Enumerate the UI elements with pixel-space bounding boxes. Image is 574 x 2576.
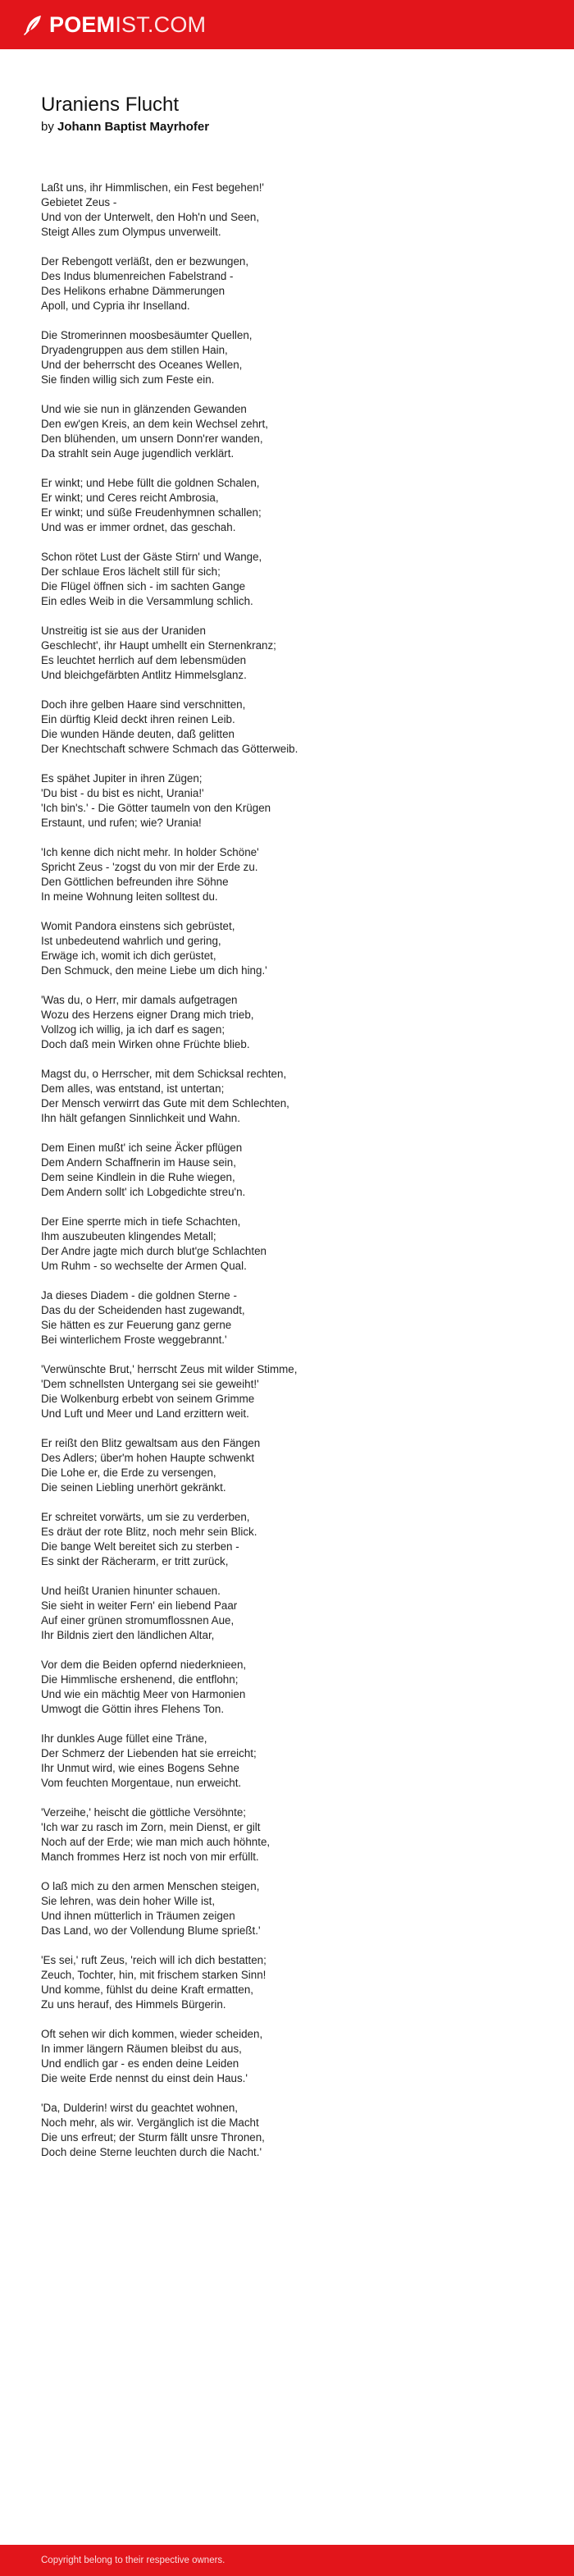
poem-stanza [41, 624, 549, 683]
poem-line: Und endlich gar - es enden deine Leiden [41, 2057, 239, 2070]
by-label: by [41, 120, 54, 134]
poem-line: Erwäge ich, womit ich dich gerüstet, [41, 949, 216, 962]
poem-line: Spricht Zeus - 'zogst du von mir der Erde zu. [41, 861, 258, 873]
poem-line: Dem seine Kindlein in die Ruhe wiegen, [41, 1171, 235, 1183]
copyright-text: Copyright belong to their respective owners. [41, 2555, 226, 2565]
poem-line: Und von der Unterwelt, den Hoh'n und Seen, [41, 211, 260, 223]
poem-line: 'Ich war zu rasch im Zorn, mein Dienst, er gilt [41, 1821, 261, 1833]
poem-line: Ein dürftig Kleid deckt ihren reinen Leib. [41, 713, 235, 725]
poem-line: Um Ruhm - so wechselte der Armen Qual. [41, 1260, 247, 1272]
poem-line: 'Was du, o Herr, mir damals aufgetragen [41, 994, 238, 1006]
poem-line: Der schlaue Eros lächelt still für sich; [41, 565, 221, 578]
poem-stanza [41, 402, 549, 461]
poem-line: Umwogt die Göttin ihres Flehens Ton. [41, 1703, 225, 1715]
title-block [41, 93, 209, 135]
poem-line: Die Himmlische ershenend, die entflohn; [41, 1673, 239, 1686]
poem-stanza [41, 919, 549, 978]
poem-stanza [41, 254, 549, 313]
poem-line: Den Schmuck, den meine Liebe um dich hing.' [41, 964, 267, 977]
poem-line: Das Land, wo der Vollendung Blume sprießt.' [41, 1924, 261, 1937]
site-footer [0, 2545, 574, 2576]
poem-line: Die Stromerinnen moosbesäumter Quellen, [41, 329, 253, 341]
poem-line: Und der beherrscht des Oceanes Wellen, [41, 359, 243, 371]
poem-line: 'Da, Dulderin! wirst du geachtet wohnen, [41, 2102, 238, 2114]
poem-line: Sie lehren, was dein hoher Wille ist, [41, 1895, 216, 1907]
poem-line: Magst du, o Herrscher, mit dem Schicksal rechten, [41, 1068, 287, 1080]
poem-stanza [41, 1288, 549, 1347]
poem-line: Schon rötet Lust der Gäste Stirn' und Wange, [41, 551, 262, 563]
poem-stanza [41, 1141, 549, 1200]
poem-line: Ihr dunkles Auge füllet eine Träne, [41, 1732, 207, 1745]
poem-line: Doch daß mein Wirken ohne Früchte blieb. [41, 1038, 250, 1050]
poem-line: Vor dem die Beiden opfernd niederknieen, [41, 1659, 247, 1671]
poem-line: Den ew'gen Kreis, an dem kein Wechsel zehrt, [41, 418, 268, 430]
poem-stanza [41, 1362, 549, 1421]
poem-line: Unstreitig ist sie aus der Uraniden [41, 625, 206, 637]
poem-line: Den blühenden, um unsern Donn'rer wanden, [41, 432, 263, 445]
byline [41, 119, 209, 135]
poem-line: Dryadengruppen aus dem stillen Hain, [41, 344, 228, 356]
poem-line: Zu uns herauf, des Himmels Bürgerin. [41, 1998, 226, 2011]
poem-line: Sie finden willig sich zum Feste ein. [41, 373, 215, 386]
poem-line: Ihm auszubeuten klingendes Metall; [41, 1230, 216, 1242]
poem-line: Die seinen Liebling unerhört gekränkt. [41, 1481, 226, 1494]
poem-line: Der Rebengott verläßt, den er bezwungen, [41, 255, 249, 268]
poem-line: Noch mehr, als wir. Vergänglich ist die Macht [41, 2116, 259, 2129]
poem-line: Sie hätten es zur Feuerung ganz gerne [41, 1319, 232, 1331]
poem-line: Womit Pandora einstens sich gebrüstet, [41, 920, 235, 932]
poem-line: Noch auf der Erde; wie man mich auch höhnte, [41, 1836, 271, 1848]
poem-line: Er winkt; und süße Freudenhymnen schallen; [41, 506, 262, 519]
poem-stanza [41, 1805, 549, 1865]
poem-line: Geschlecht', ihr Haupt umhellt ein Sternenkranz; [41, 639, 276, 652]
poem-line: Den Göttlichen befreunden ihre Söhne [41, 876, 229, 888]
poem-line: Auf einer grünen stromumflossnen Aue, [41, 1614, 235, 1627]
poem-stanza [41, 1732, 549, 1791]
poem-stanza [41, 1436, 549, 1495]
poem-stanza [41, 1584, 549, 1643]
poem-line: Zeuch, Tochter, hin, mit frischem starken Sinn! [41, 1969, 266, 1981]
poem-line: Doch deine Sterne leuchten durch die Nacht.' [41, 2146, 262, 2158]
poem-line: Dem Einen mußt' ich seine Äcker pflügen [41, 1142, 243, 1154]
poem-line: Und bleichgefärbten Antlitz Himmelsglanz. [41, 669, 247, 681]
poem-line: Ist unbedeutend wahrlich und gering, [41, 935, 221, 947]
poem-line: Es sinkt der Rächerarm, er tritt zurück, [41, 1555, 229, 1567]
poem-line: Und ihnen mütterlich in Träumen zeigen [41, 1910, 235, 1922]
poem-stanza [41, 771, 549, 830]
poem-line: In immer längern Räumen bleibst du aus, [41, 2043, 242, 2055]
poem-line: Steigt Alles zum Olympus unverweilt. [41, 226, 221, 238]
poem-line: Laßt uns, ihr Himmlischen, ein Fest begehen!' [41, 181, 264, 194]
poem-line: Und heißt Uranien hinunter schauen. [41, 1585, 221, 1597]
poem-line: Die bange Welt bereitet sich zu sterben - [41, 1540, 239, 1553]
poem-line: 'Dem schnellsten Untergang sei sie geweiht!' [41, 1378, 259, 1390]
poem-line: Der Mensch verwirrt das Gute mit dem Schlechten, [41, 1097, 289, 1110]
poem-line: Apoll, und Cypria ihr Inselland. [41, 300, 190, 312]
poem-line: 'Verwünschte Brut,' herrscht Zeus mit wilder Stimme, [41, 1363, 298, 1375]
poem-body [41, 181, 549, 2175]
poem-line: Erstaunt, und rufen; wie? Urania! [41, 817, 202, 829]
poem-line: In meine Wohnung leiten solltest du. [41, 890, 218, 903]
poem-stanza [41, 1879, 549, 1938]
poem-line: Der Andre jagte mich durch blut'ge Schlachten [41, 1245, 266, 1257]
poem-line: Er winkt; und Hebe füllt die goldnen Schalen, [41, 477, 260, 489]
poem-line: Der Knechtschaft schwere Schmach das Götterweib. [41, 743, 298, 755]
poem-stanza [41, 476, 549, 535]
poem-line: 'Ich bin's.' - Die Götter taumeln von den Krügen [41, 802, 271, 814]
poem-line: Und komme, fühlst du deine Kraft ermatten, [41, 1983, 254, 1996]
logo-text [49, 11, 206, 38]
poem-line: Der Schmerz der Liebenden hat sie erreicht; [41, 1747, 257, 1759]
poem-line: Und was er immer ordnet, das geschah. [41, 521, 236, 533]
poem-stanza [41, 1510, 549, 1569]
poem-line: Die Flügel öffnen sich - im sachten Gange [41, 580, 246, 593]
poem-line: Des Adlers; über'm hohen Haupte schwenkt [41, 1452, 255, 1464]
poem-stanza [41, 328, 549, 387]
poem-line: Gebietet Zeus - [41, 196, 117, 208]
poem-stanza [41, 993, 549, 1052]
poem-line: Er reißt den Blitz gewaltsam aus den Fängen [41, 1437, 261, 1449]
poem-line: Wozu des Herzens eigner Drang mich trieb, [41, 1009, 254, 1021]
poem-line: Ihr Unmut wird, wie eines Bogens Sehne [41, 1762, 239, 1774]
poem-stanza [41, 550, 549, 609]
poem-line: Die wunden Hände deuten, daß gelitten [41, 728, 235, 740]
poem-stanza [41, 1067, 549, 1126]
poem-line: Und wie ein mächtig Meer von Harmonien [41, 1688, 246, 1700]
poem-line: Und Luft und Meer und Land erzittern weit. [41, 1407, 249, 1420]
poem-line: Es dräut der rote Blitz, noch mehr sein Blick. [41, 1526, 257, 1538]
poem-line: Des Indus blumenreichen Fabelstrand - [41, 270, 234, 282]
poem-line: Die Lohe er, die Erde zu versengen, [41, 1466, 216, 1479]
site-logo[interactable] [21, 11, 206, 38]
site-header [0, 0, 574, 49]
poem-stanza [41, 2101, 549, 2160]
poem-stanza [41, 181, 549, 240]
poem-title: Uraniens Flucht [41, 94, 180, 116]
poem-stanza [41, 1658, 549, 1717]
poem-stanza [41, 698, 549, 757]
poem-line: 'Ich kenne dich nicht mehr. In holder Schöne' [41, 846, 259, 858]
poem-line: O laß mich zu den armen Menschen steigen, [41, 1880, 260, 1892]
poem-stanza [41, 1953, 549, 2012]
poem-line: Und wie sie nun in glänzenden Gewanden [41, 403, 247, 415]
poem-line: Das du der Scheidenden hast zugewandt, [41, 1304, 245, 1316]
poem-stanza [41, 2027, 549, 2086]
poem-line: Bei winterlichem Froste weggebrannt.' [41, 1334, 227, 1346]
poem-line: Sie sieht in weiter Fern' ein liebend Paar [41, 1599, 238, 1612]
poem-line: Dem Andern sollt' ich Lobgedichte streu'n. [41, 1186, 246, 1198]
poem-line: Es spähet Jupiter in ihren Zügen; [41, 772, 203, 785]
poem-line: Vom feuchten Morgentaue, nun erweicht. [41, 1777, 242, 1789]
poem-stanza [41, 845, 549, 904]
poem-line: Der Eine sperrte mich in tiefe Schachten, [41, 1215, 241, 1228]
poem-line: Da strahlt sein Auge jugendlich verklärt. [41, 447, 235, 460]
logo-text-bold: POEM [49, 12, 116, 37]
poem-line: Die weite Erde nennst du einst dein Haus.' [41, 2072, 248, 2084]
poem-line: Vollzog ich willig, ja ich darf es sagen; [41, 1023, 226, 1036]
poem-line: Ein edles Weib in die Versammlung schlich. [41, 595, 253, 607]
quill-icon [21, 13, 44, 36]
poem-line: Ihn hält gefangen Sinnlichkeit und Wahn. [41, 1112, 240, 1124]
poem-line: Es leuchtet herrlich auf dem lebensmüden [41, 654, 247, 666]
poem-line: 'Du bist - du bist es nicht, Urania!' [41, 787, 204, 799]
poem-line: Die uns erfreut; der Sturm fällt unsre Thronen, [41, 2131, 265, 2144]
poem-line: Ja dieses Diadem - die goldnen Sterne - [41, 1289, 237, 1302]
poem-line: Dem Andern Schaffnerin im Hause sein, [41, 1156, 236, 1169]
poem-line: Er winkt; und Ceres reicht Ambrosia, [41, 492, 219, 504]
logo-text-light: IST.COM [115, 12, 207, 37]
poem-line: 'Verzeihe,' heischt die göttliche Versöhnte; [41, 1806, 247, 1819]
author-name[interactable]: Johann Baptist Mayrhofer [57, 120, 210, 134]
poem-line: 'Es sei,' ruft Zeus, 'reich will ich dich bestatten; [41, 1954, 266, 1966]
poem-line: Ihr Bildnis ziert den ländlichen Altar, [41, 1629, 215, 1641]
poem-line: Er schreitet vorwärts, um sie zu verderben, [41, 1511, 250, 1523]
poem-line: Die Wolkenburg erbebt von seinem Grimme [41, 1393, 255, 1405]
poem-line: Dem alles, was entstand, ist untertan; [41, 1082, 225, 1095]
poem-line: Des Helikons erhabne Dämmerungen [41, 285, 226, 297]
poem-line: Doch ihre gelben Haare sind verschnitten, [41, 698, 246, 711]
poem-line: Oft sehen wir dich kommen, wieder scheiden, [41, 2028, 263, 2040]
poem-line: Manch frommes Herz ist noch von mir erfüllt. [41, 1851, 259, 1863]
poem-stanza [41, 1215, 549, 1274]
